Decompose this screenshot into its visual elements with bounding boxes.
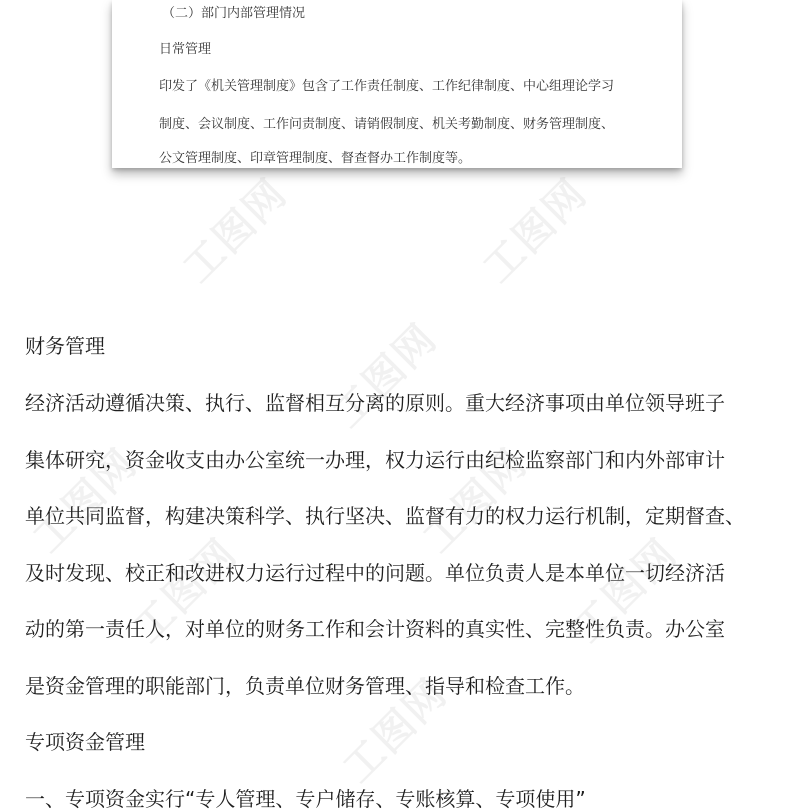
- document-preview-card: [112, 0, 682, 168]
- finance-paragraph-line: 及时发现、校正和改进权力运行过程中的问题。单位负责人是本单位一切经济活: [25, 561, 725, 585]
- finance-paragraph-line: 经济活动遵循决策、执行、监督相互分离的原则。重大经济事项由单位领导班子: [25, 391, 725, 415]
- special-funds-heading: 专项资金管理: [25, 730, 145, 754]
- watermark: 工图网: [414, 440, 537, 562]
- watermark: 工图网: [124, 530, 247, 652]
- preview-paragraph-line: 公文管理制度、印章管理制度、督查督办工作制度等。: [159, 151, 472, 166]
- preview-paragraph-line: 制度、会议制度、工作问责制度、请销假制度、机关考勤制度、财务管理制度、: [159, 117, 615, 132]
- preview-paragraph-line: 印发了《机关管理制度》包含了工作责任制度、工作纪律制度、中心组理论学习: [159, 79, 615, 94]
- finance-heading: 财务管理: [25, 334, 105, 358]
- watermark: 工图网: [24, 440, 147, 562]
- watermark: 工图网: [324, 315, 447, 437]
- finance-paragraph-line: 动的第一责任人，对单位的财务工作和会计资料的真实性、完整性负责。办公室: [25, 617, 725, 641]
- watermark: 工图网: [564, 530, 687, 652]
- finance-paragraph-line: 单位共同监督，构建决策科学、执行坚决、监督有力的权力运行机制，定期督查、: [25, 504, 745, 528]
- preview-heading: 日常管理: [159, 42, 212, 57]
- watermark: 工图网: [334, 670, 457, 792]
- finance-paragraph-line: 是资金管理的职能部门，负责单位财务管理、指导和检查工作。: [25, 674, 585, 698]
- watermark: 工图网: [474, 170, 597, 292]
- watermark: 工图网: [174, 170, 297, 292]
- subsection-heading: （二）部门内部管理情况: [162, 6, 306, 21]
- finance-paragraph-line: 集体研究，资金收支由办公室统一办理，权力运行由纪检监察部门和内外部审计: [25, 448, 725, 472]
- special-funds-line: 一、专项资金实行“专人管理、专户储存、专账核算、专项使用”: [25, 787, 586, 811]
